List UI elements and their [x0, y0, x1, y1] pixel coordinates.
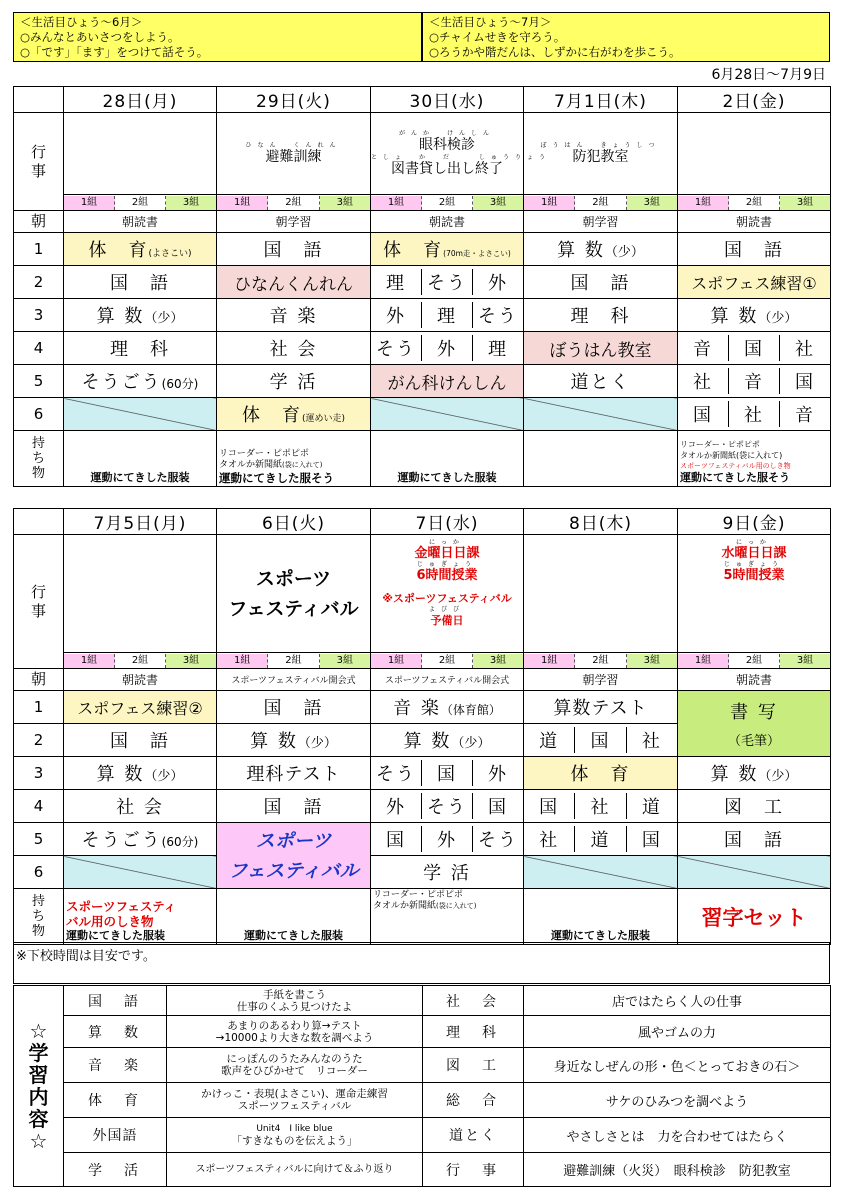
corner-cell [14, 87, 64, 113]
lesson-cell: 外 理 そう [371, 299, 524, 332]
lesson-cell: 社 音 国 [678, 365, 831, 398]
lesson-cell: 社 会 [64, 790, 217, 823]
lesson-cell: 算 数（少） [64, 299, 217, 332]
lesson-cell: がん科けんしん [371, 365, 524, 398]
event-text: 防犯教室 [572, 148, 629, 165]
event-cell [371, 113, 552, 195]
subject-name: 学 活 [64, 1153, 167, 1187]
no-class-cell [678, 856, 831, 889]
study-content: 避難訓練（火災） 眼科検診 防犯教室 [524, 1153, 831, 1187]
subject-name: 国 語 [64, 986, 167, 1016]
subject-name: 算 数 [64, 1016, 167, 1048]
july-goal-line: ○ろうかや階だんは、しずかに右がわを歩こう。 [429, 45, 681, 59]
study-content: 風やゴムの力 [524, 1016, 831, 1048]
lesson-cell: 図 工 [678, 790, 831, 823]
june-goal-title: ＜生活目ひょう～6月＞ [20, 15, 143, 29]
bring-cell: リコーダー・ピポピポ タオルか新聞紙(袋に入れて) スポーツフェスティバル用のしき物 運動にてきした服そう [678, 431, 831, 487]
lesson-cell: そう 外 理 [371, 332, 524, 365]
study-content: かけっこ・表現(よさこい)、運命走練習 スポーツフェスティバル [167, 1083, 423, 1118]
period-label: 2 [14, 724, 64, 757]
lesson-cell: ひなんくんれん [217, 266, 371, 299]
period-label: 6 [14, 398, 64, 431]
ruby-text: ひなん くんれん [245, 141, 342, 149]
morning-label: 朝 [14, 211, 64, 233]
lesson-cell: 国 語 [64, 266, 217, 299]
no-class-cell [524, 856, 678, 889]
day-header: 6日(火) [217, 509, 371, 535]
period-label: 6 [14, 856, 64, 889]
bring-cell: リコーダー・ピポピポ タオルか新聞紙(袋に入れて) 運動にてきした服そう [217, 431, 371, 487]
lesson-cell: 社 道 国 [524, 823, 678, 856]
morning-cell: 朝学習 [217, 211, 371, 233]
july-goal-box [422, 12, 830, 62]
event-text: 避難訓練 [265, 148, 322, 165]
lesson-cell: 外 そう 国 [371, 790, 524, 823]
morning-cell: 朝読書 [64, 211, 217, 233]
june-goal-line: ○みんなとあいさつをしよう。 [20, 30, 180, 44]
study-content: 手紙を書こう 仕事のくふう見つけたよ [167, 986, 423, 1016]
subject-name: 図 工 [423, 1048, 524, 1083]
day-header: 28日(月) [64, 87, 217, 113]
bring-cell: 運動にてきした服装 [524, 889, 678, 945]
study-content: サケのひみつを調べよう [524, 1083, 831, 1118]
subject-name: 社 会 [423, 986, 524, 1016]
morning-label: 朝 [14, 669, 64, 691]
lesson-cell: 体 育(運めい走) [217, 398, 371, 431]
period-label: 4 [14, 332, 64, 365]
lesson-cell: 道 国 社 [524, 724, 678, 757]
morning-cell: 朝読書 [678, 211, 831, 233]
class-bar: 1組 2組 3組 [524, 196, 677, 210]
subject-name: 道とく [423, 1118, 524, 1153]
lesson-cell: 国 語 [217, 790, 371, 823]
dismissal-note: ※下校時間は目安です。 [13, 942, 830, 984]
event-cell: にっか 水曜日日課 じゅぎょう 5時間授業 [678, 535, 831, 653]
event-text: 図書貸し出し終了 [391, 160, 503, 177]
day-header: 9日(金) [678, 509, 831, 535]
lesson-cell: 理 科 [64, 332, 217, 365]
bring-cell: スポーツフェスティ バル用のしき物 運動にてきした服装 [64, 889, 217, 945]
class-bar: 1組 2組 3組 [64, 196, 216, 210]
lesson-cell: 国 語 [217, 691, 371, 724]
ruby-text: ぼうはん きょうしつ [540, 141, 661, 149]
lesson-cell: 社 会 [217, 332, 371, 365]
lesson-cell: 学 活 [371, 856, 524, 889]
period-label: 1 [14, 691, 64, 724]
period-label: 5 [14, 823, 64, 856]
period-label: 1 [14, 233, 64, 266]
lesson-cell: 理科テスト [217, 757, 371, 790]
event-cell [217, 113, 371, 195]
lesson-cell: 音 国 社 [678, 332, 831, 365]
subject-name: 理 科 [423, 1016, 524, 1048]
study-content-table [13, 985, 831, 1187]
period-label: 3 [14, 299, 64, 332]
class-bar: 1組 2組 3組 [217, 654, 370, 668]
class-bar: 1組 2組 3組 [217, 196, 370, 210]
lesson-cell: 体 育(よさこい) [64, 233, 217, 266]
lesson-cell: スポーツ フェスティバル [217, 823, 371, 889]
morning-cell: スポーツフェスティバル開会式 [371, 669, 524, 691]
morning-cell: 朝読書 [64, 669, 217, 691]
june-goal-box [13, 12, 422, 62]
bring-label: 持 ち 物 [14, 889, 64, 945]
study-content: 店ではたらく人の仕事 [524, 986, 831, 1016]
morning-cell: 朝学習 [524, 211, 678, 233]
bring-cell: リコーダー・ピポピポ タオルか新聞紙(袋に入れて) [371, 889, 524, 945]
lesson-cell: 算 数（少） [371, 724, 524, 757]
lesson-cell: 書 写 （毛筆） [678, 691, 831, 757]
lesson-cell: スポフェス練習② [64, 691, 217, 724]
morning-cell: 朝読書 [678, 669, 831, 691]
no-class-cell [371, 398, 524, 431]
event-cell: にっか 金曜日日課 じゅぎょう 6時間授業 ※スポーツフェスティバル よびび 予備日 [371, 535, 524, 653]
day-header: 7月1日(木) [524, 87, 678, 113]
lesson-cell: スポフェス練習① [678, 266, 831, 299]
event-cell [64, 113, 217, 195]
corner-cell [14, 509, 64, 535]
lesson-cell: 算 数（少） [64, 757, 217, 790]
study-content: にっぽんのうたみんなのうた 歌声をひびかせて リコーダー [167, 1048, 423, 1083]
subject-name: 行 事 [423, 1153, 524, 1187]
day-header: 7日(水) [371, 509, 524, 535]
day-header: 8日(木) [524, 509, 678, 535]
morning-cell: 朝学習 [524, 669, 678, 691]
event-text: 眼科検診 [419, 136, 475, 153]
subject-name: 音 楽 [64, 1048, 167, 1083]
lesson-cell: そう 国 外 [371, 757, 524, 790]
lesson-cell: 国 語 [678, 233, 831, 266]
class-bar: 1組 2組 3組 [678, 654, 830, 668]
study-content: あまりのあるわり算→テスト →10000より大きな数を調べよう [167, 1016, 423, 1048]
study-content-title: ☆ 学 習 内 容 ☆ [14, 986, 64, 1187]
no-class-cell [64, 398, 217, 431]
lesson-cell: 国 社 音 [678, 398, 831, 431]
bring-cell [524, 431, 678, 487]
event-cell: スポーツ フェスティバル [217, 535, 371, 653]
lesson-cell: 国 外 そう [371, 823, 524, 856]
subject-name: 体 育 [64, 1083, 167, 1118]
lesson-cell: そうごう(60分) [64, 823, 217, 856]
july-goal-title: ＜生活目ひょう～7月＞ [429, 15, 552, 29]
day-header: 30日(水) [371, 87, 524, 113]
class-bar: 1組 2組 3組 [524, 654, 677, 668]
day-header: 29日(火) [217, 87, 371, 113]
lesson-cell: 学 活 [217, 365, 371, 398]
lesson-cell: 算 数（少） [678, 299, 831, 332]
period-label: 2 [14, 266, 64, 299]
study-content: やさしさとは 力を合わせてはたらく [524, 1118, 831, 1153]
day-header: 7月5日(月) [64, 509, 217, 535]
subject-name: 外国語 [64, 1118, 167, 1153]
study-content: スポーツフェスティバルに向けて＆ふり返り [167, 1153, 423, 1187]
ruby-text: がんか けんしん [398, 129, 495, 137]
july-goal-line: ○チャイムせきを守ろう。 [429, 30, 566, 44]
lesson-cell: 国 社 道 [524, 790, 678, 823]
event-cell [524, 535, 678, 653]
study-content: 身近なしぜんの形・色＜とっておきの石＞ [524, 1048, 831, 1083]
no-class-cell [524, 398, 678, 431]
week2-timetable [13, 508, 831, 945]
lesson-cell: 国 語 [678, 823, 831, 856]
date-range: 6月28日～7月9日 [711, 67, 826, 83]
week1-timetable [13, 86, 831, 487]
lesson-cell: 国 語 [64, 724, 217, 757]
lesson-cell: 国 語 [524, 266, 678, 299]
class-bar: 1組 2組 3組 [64, 654, 216, 668]
subject-name: 総 合 [423, 1083, 524, 1118]
event-label: 行 事 [14, 113, 64, 211]
class-bar: 1組 2組 3組 [371, 196, 523, 210]
lesson-cell: 道とく [524, 365, 678, 398]
morning-cell: 朝読書 [371, 211, 524, 233]
bring-cell: 運動にてきした服装 [371, 431, 524, 487]
period-label: 3 [14, 757, 64, 790]
class-bar: 1組 2組 3組 [371, 654, 523, 668]
lesson-cell: 体 育 [524, 757, 678, 790]
lesson-cell: ぼうはん教室 [524, 332, 678, 365]
period-label: 4 [14, 790, 64, 823]
event-cell [64, 535, 217, 653]
lesson-cell: 理 科 [524, 299, 678, 332]
lesson-cell: 算 数（少） [524, 233, 678, 266]
event-cell [678, 113, 831, 195]
lesson-cell: 音 楽 [217, 299, 371, 332]
bring-cell: 運動にてきした服装 [217, 889, 371, 945]
bring-cell: 運動にてきした服装 [64, 431, 217, 487]
event-label: 行 事 [14, 535, 64, 669]
bring-cell: 習字セット [678, 889, 831, 945]
class-bar: 1組 2組 3組 [678, 196, 830, 210]
lesson-cell: 国 語 [217, 233, 371, 266]
june-goal-line: ○「です」「ます」をつけて話そう。 [20, 45, 209, 59]
bring-label: 持 ち 物 [14, 431, 64, 487]
lesson-cell: 理 そう 外 [371, 266, 524, 299]
morning-cell: スポーツフェスティバル開会式 [217, 669, 371, 691]
ruby-text: としょ か だ しゅうりょう [371, 153, 552, 161]
lesson-cell: 音 楽（体育館） [371, 691, 524, 724]
study-content: Unit4 I like blue 「すきなものを伝えよう」 [167, 1118, 423, 1153]
lesson-cell: 算数テスト [524, 691, 678, 724]
no-class-cell [64, 856, 217, 889]
period-label: 5 [14, 365, 64, 398]
lesson-cell: そうごう(60分) [64, 365, 217, 398]
lesson-cell: 算 数（少） [217, 724, 371, 757]
lesson-cell: 算 数（少） [678, 757, 831, 790]
day-header: 2日(金) [678, 87, 831, 113]
lesson-cell: 体 育(70m走・よさこい) [371, 233, 524, 266]
